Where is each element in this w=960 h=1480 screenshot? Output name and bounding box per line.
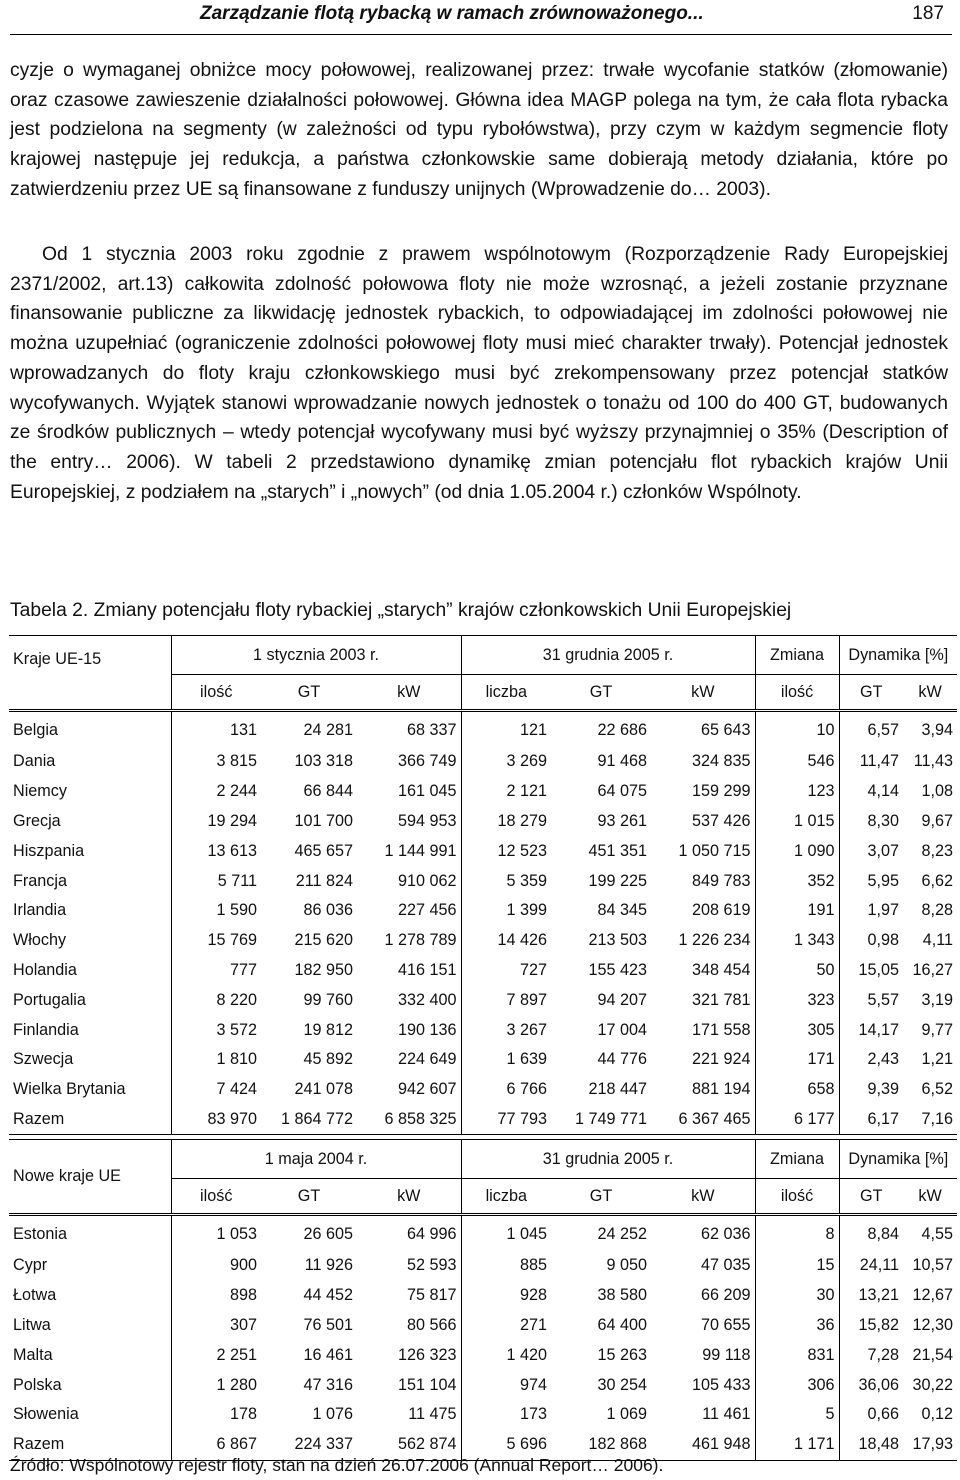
value-cell: 6 367 465 — [651, 1105, 755, 1135]
value-cell: 6 177 — [755, 1105, 839, 1135]
country-cell: Niemcy — [9, 777, 171, 807]
value-cell: 84 345 — [597, 901, 648, 920]
country-cell: Portugalia — [9, 985, 171, 1015]
value-cell: 62 036 — [651, 1215, 755, 1252]
value-cell: 218 447 — [588, 1080, 648, 1099]
value-cell: 1 639 — [461, 1045, 551, 1075]
country-cell: Litwa — [9, 1311, 171, 1341]
value-cell: 416 151 — [398, 960, 457, 979]
value-cell: 2 121 — [461, 777, 551, 807]
value-cell: 86 036 — [303, 901, 353, 920]
value-cell: 221 924 — [692, 1050, 751, 1069]
value-cell: 658 — [755, 1075, 839, 1105]
value-cell: 324 835 — [692, 752, 751, 771]
paragraph-1: cyzje o wymaganej obniżce mocy połowowej, realizowanej przez: trwałe wycofanie statków (złomowanie) oraz czasowe zawieszenie działalności połowowej. Główna idea MAGP polega na tym, że cała flota rybacka jest podzielona na segmenty (w zależności od typu rybołówstwa), przy czym w każdym segmencie floty krajowej następuje jej redukcja, a państwa członkowskie same dobierają metody działania, które po zatwierdzeniu przez UE są finansowane z funduszy unijnych (Wprowadzenie do… 2003). — [10, 60, 948, 200]
value-cell: 10 — [755, 711, 839, 748]
value-cell: 17 004 — [597, 1020, 648, 1039]
value-cell: 11 475 — [408, 1405, 457, 1424]
value-cell: 17,93 — [903, 1430, 957, 1460]
value-cell: 123 — [755, 777, 839, 807]
value-cell: 546 — [755, 747, 839, 777]
country-cell: Razem — [9, 1430, 171, 1460]
value-cell: 1 090 — [755, 836, 839, 866]
value-cell: 47 316 — [303, 1375, 353, 1394]
value-cell: 155 423 — [588, 960, 648, 979]
value-cell: 928 — [461, 1281, 551, 1311]
value-cell: 64 996 — [357, 1215, 461, 1252]
value-cell: 3,07 — [839, 836, 903, 866]
value-cell: 323 — [755, 985, 839, 1015]
value-cell: 11 461 — [702, 1405, 751, 1424]
table-row — [9, 1075, 957, 1105]
value-cell: 161 045 — [398, 782, 457, 801]
value-cell: 68 337 — [357, 711, 461, 748]
value-cell: 9 050 — [606, 1256, 648, 1275]
value-cell: 8,84 — [839, 1215, 903, 1252]
country-cell: Holandia — [9, 956, 171, 986]
value-cell: 10,57 — [912, 1256, 954, 1275]
table-row — [9, 777, 957, 807]
value-cell: 11,47 — [839, 747, 903, 777]
country-cell: Łotwa — [9, 1281, 171, 1311]
country-cell: Malta — [9, 1340, 171, 1370]
sub-header: liczba — [461, 1179, 551, 1215]
value-cell: 1 053 — [171, 1215, 261, 1252]
value-cell: 50 — [755, 956, 839, 986]
table-row — [9, 836, 957, 866]
value-cell: 305 — [755, 1015, 839, 1045]
value-cell: 885 — [461, 1251, 551, 1281]
value-cell: 64 400 — [597, 1315, 648, 1334]
value-cell: 44 776 — [597, 1050, 648, 1069]
value-cell: 66 844 — [303, 782, 353, 801]
value-cell: 7,28 — [839, 1340, 903, 1370]
sub-header: GT — [551, 675, 651, 711]
value-cell: 36,06 — [839, 1370, 903, 1400]
value-cell: 26 605 — [261, 1215, 357, 1252]
table-new-members — [9, 1139, 957, 1461]
value-cell: 6,62 — [921, 871, 954, 890]
value-cell: 30,22 — [912, 1375, 954, 1394]
value-cell: 182 868 — [551, 1430, 651, 1460]
value-cell: 13 613 — [207, 841, 257, 860]
value-cell: 8 220 — [216, 990, 257, 1009]
value-cell: 171 — [755, 1045, 839, 1075]
value-cell: 15 263 — [597, 1345, 648, 1364]
value-cell: 1 144 991 — [384, 841, 457, 860]
value-cell: 6 766 — [461, 1075, 551, 1105]
value-cell: 99 118 — [702, 1345, 751, 1364]
value-cell: 5 359 — [461, 866, 551, 896]
country-cell: Belgia — [9, 711, 171, 748]
value-cell: 70 655 — [701, 1315, 751, 1334]
value-cell: 1 810 — [216, 1050, 257, 1069]
value-cell: 213 503 — [588, 931, 648, 950]
value-cell: 15 — [755, 1251, 839, 1281]
value-cell: 182 950 — [294, 960, 353, 979]
value-cell: 307 — [229, 1315, 257, 1334]
value-cell: 5 711 — [217, 871, 257, 890]
value-cell: 12 523 — [461, 836, 551, 866]
value-cell: 8,28 — [921, 901, 954, 920]
running-header — [10, 0, 952, 35]
sub-header: kW — [651, 675, 755, 711]
value-cell: 8 — [755, 1215, 839, 1252]
sub-header: GT — [261, 1179, 357, 1215]
table-row — [9, 1251, 957, 1281]
value-cell: 1 069 — [606, 1405, 648, 1424]
value-cell: 5 — [755, 1400, 839, 1430]
group-header: 31 grudnia 2005 r. — [461, 1140, 755, 1179]
value-cell: 16,27 — [912, 960, 954, 979]
running-title: Zarządzanie flotą rybacką w ramach zrównoważonego... — [200, 3, 704, 24]
value-cell: 881 194 — [692, 1080, 751, 1099]
table-row — [9, 926, 957, 956]
value-cell: 75 817 — [407, 1286, 457, 1305]
value-cell: 1,21 — [921, 1050, 954, 1069]
value-cell: 15,05 — [839, 956, 903, 986]
value-cell: 3 267 — [461, 1015, 551, 1045]
value-cell: 14,17 — [839, 1015, 903, 1045]
value-cell: 898 — [229, 1286, 257, 1305]
value-cell: 103 318 — [294, 752, 353, 771]
value-cell: 199 225 — [588, 871, 648, 890]
value-cell: 22 686 — [551, 711, 651, 748]
value-cell: 974 — [461, 1370, 551, 1400]
value-cell: 24 281 — [261, 711, 357, 748]
value-cell: 1 420 — [461, 1340, 551, 1370]
country-cell: Finlandia — [9, 1015, 171, 1045]
value-cell: 6,52 — [921, 1080, 954, 1099]
country-cell: Szwecja — [9, 1045, 171, 1075]
value-cell: 173 — [461, 1400, 551, 1430]
value-cell: 159 299 — [692, 782, 751, 801]
value-cell: 562 874 — [357, 1430, 461, 1460]
value-cell: 849 783 — [692, 871, 751, 890]
value-cell: 6,17 — [839, 1105, 903, 1135]
value-cell: 5,57 — [839, 985, 903, 1015]
value-cell: 121 — [461, 711, 551, 748]
country-cell: Polska — [9, 1370, 171, 1400]
value-cell: 151 104 — [398, 1375, 457, 1394]
sub-header: GT — [261, 675, 357, 711]
value-cell: 66 209 — [701, 1286, 751, 1305]
value-cell: 4,14 — [839, 777, 903, 807]
value-cell: 3 815 — [216, 752, 257, 771]
value-cell: 15,82 — [839, 1311, 903, 1341]
group-header: 1 maja 2004 r. — [171, 1140, 461, 1179]
sub-header: liczba — [461, 675, 551, 711]
sub-header: kW — [903, 675, 957, 711]
value-cell: 45 892 — [303, 1050, 353, 1069]
value-cell: 19 812 — [303, 1020, 353, 1039]
value-cell: 91 468 — [597, 752, 648, 771]
sub-header: ilość — [755, 675, 839, 711]
value-cell: 306 — [755, 1370, 839, 1400]
value-cell: 3 572 — [216, 1020, 257, 1039]
value-cell: 11 926 — [304, 1256, 353, 1275]
value-cell: 76 501 — [303, 1315, 353, 1334]
value-cell: 537 426 — [692, 811, 751, 830]
value-cell: 1 399 — [461, 896, 551, 926]
value-cell: 6 867 — [171, 1430, 261, 1460]
table-row — [9, 1311, 957, 1341]
value-cell: 332 400 — [398, 990, 457, 1009]
value-cell: 208 619 — [692, 901, 751, 920]
value-cell: 24 252 — [551, 1215, 651, 1252]
value-cell: 38 580 — [597, 1286, 648, 1305]
value-cell: 777 — [229, 960, 257, 979]
value-cell: 224 649 — [398, 1050, 457, 1069]
country-cell: Słowenia — [9, 1400, 171, 1430]
value-cell: 190 136 — [398, 1020, 457, 1039]
value-cell: 18 279 — [461, 807, 551, 837]
value-cell: 1 076 — [312, 1405, 353, 1424]
value-cell: 7,16 — [903, 1105, 957, 1135]
country-cell: Dania — [9, 747, 171, 777]
value-cell: 366 749 — [398, 752, 457, 771]
group-header: Dynamika [%] — [839, 1140, 957, 1179]
sub-header: GT — [839, 1179, 903, 1215]
value-cell: 451 351 — [588, 841, 648, 860]
sub-header: ilość — [171, 675, 261, 711]
value-cell: 1 864 772 — [261, 1105, 357, 1135]
value-cell: 11,43 — [913, 752, 954, 771]
value-cell: 8,30 — [839, 807, 903, 837]
value-cell: 1 171 — [755, 1430, 839, 1460]
country-cell: Cypr — [9, 1251, 171, 1281]
sub-header: GT — [839, 675, 903, 711]
value-cell: 352 — [755, 866, 839, 896]
value-cell: 64 075 — [597, 782, 648, 801]
value-cell: 19 294 — [207, 811, 257, 830]
value-cell: 1 015 — [755, 807, 839, 837]
table-row — [9, 1400, 957, 1430]
value-cell: 831 — [755, 1340, 839, 1370]
corner-header: Kraje UE-15 — [9, 636, 171, 711]
table-row — [9, 1340, 957, 1370]
table-row — [9, 1281, 957, 1311]
value-cell: 942 607 — [398, 1080, 457, 1099]
value-cell: 1 749 771 — [551, 1105, 651, 1135]
table-row — [9, 711, 957, 748]
value-cell: 2,43 — [839, 1045, 903, 1075]
value-cell: 1 343 — [755, 926, 839, 956]
value-cell: 131 — [171, 711, 261, 748]
table-row — [9, 1370, 957, 1400]
sub-header: GT — [551, 1179, 651, 1215]
sub-header: ilość — [755, 1179, 839, 1215]
value-cell: 24,11 — [839, 1251, 903, 1281]
value-cell: 80 566 — [407, 1315, 457, 1334]
value-cell: 93 261 — [597, 811, 648, 830]
value-cell: 6 858 325 — [357, 1105, 461, 1135]
value-cell: 5,95 — [839, 866, 903, 896]
table-caption: Tabela 2. Zmiany potencjału floty rybackiej „starych” krajów członkowskich Unii Europejskiej — [10, 600, 792, 621]
table-row — [9, 1045, 957, 1075]
value-cell: 16 461 — [303, 1345, 353, 1364]
value-cell: 171 558 — [692, 1020, 751, 1039]
value-cell: 18,48 — [839, 1430, 903, 1460]
country-cell: Francja — [9, 866, 171, 896]
value-cell: 77 793 — [461, 1105, 551, 1135]
value-cell: 348 454 — [692, 960, 751, 979]
value-cell: 215 620 — [294, 931, 353, 950]
value-cell: 1 226 234 — [678, 931, 751, 950]
table-row — [9, 985, 957, 1015]
sub-header: ilość — [171, 1179, 261, 1215]
value-cell: 9,39 — [839, 1075, 903, 1105]
group-header: Zmiana — [755, 1140, 839, 1179]
value-cell: 8,23 — [921, 841, 954, 860]
source-note: Źródło: Wspólnotowy rejestr floty, stan na dzień 26.07.2006 (Annual Report… 2006). — [10, 1455, 664, 1475]
value-cell: 3 269 — [461, 747, 551, 777]
value-cell: 47 035 — [701, 1256, 751, 1275]
value-cell: 99 760 — [303, 990, 353, 1009]
table-row — [9, 956, 957, 986]
value-cell: 7 424 — [216, 1080, 257, 1099]
table-row — [9, 896, 957, 926]
country-cell: Włochy — [9, 926, 171, 956]
value-cell: 126 323 — [398, 1345, 457, 1364]
value-cell: 7 897 — [461, 985, 551, 1015]
value-cell: 0,66 — [839, 1400, 903, 1430]
value-cell: 1,97 — [839, 896, 903, 926]
corner-header: Nowe kraje UE — [9, 1140, 171, 1215]
value-cell: 9,77 — [921, 1020, 954, 1039]
value-cell: 12,67 — [912, 1286, 954, 1305]
value-cell: 14 426 — [461, 926, 551, 956]
country-cell: Wielka Brytania — [9, 1075, 171, 1105]
value-cell: 321 781 — [692, 990, 751, 1009]
value-cell: 101 700 — [294, 811, 353, 830]
group-header: 31 grudnia 2005 r. — [461, 636, 755, 675]
page-number: 187 — [912, 3, 944, 24]
value-cell: 910 062 — [398, 871, 457, 890]
value-cell: 4,11 — [922, 931, 954, 950]
value-cell: 6,57 — [839, 711, 903, 748]
value-cell: 1 050 715 — [678, 841, 751, 860]
sub-header: kW — [903, 1179, 957, 1215]
value-cell: 191 — [755, 896, 839, 926]
value-cell: 94 207 — [597, 990, 648, 1009]
value-cell: 2 244 — [216, 782, 257, 801]
paragraph-2: Od 1 stycznia 2003 roku zgodnie z prawem wspólnotowym (Rozporządzenie Rady Europejskiej 2371/2002, art.13) całkowita zdolność połowowa floty nie może wzrosnąć, a jeżeli zostanie przyznane finansowanie publiczne za likwidację jednostek rybackich, to odpowiadającej im zdolności połowowej nie można uzupełniać (ograniczenie zdolności połowowej floty musi mieć charakter trwały). Potencjał jednostek wprowadzanych do floty kraju członkowskiego musi być zrekompensowany przez potencjał statków wycofywanych. Wyjątek stanowi wprowadzanie nowych jednostek o tonażu od 100 do 400 GT, budowanych ze środków publicznych – wtedy potencjał wycofywany musi być wyższy przynajmniej o 35% (Description of the entry… 2006). W tabeli 2 przedstawiono dynamikę zmian potencjału flot rybackich krajów Unii Europejskiej, z podziałem na „starych” i „nowych” (od dnia 1.05.2004 r.) członków Wspólnoty. — [10, 244, 948, 503]
value-cell: 1 278 789 — [384, 931, 457, 950]
value-cell: 465 657 — [294, 841, 353, 860]
value-cell: 241 078 — [294, 1080, 353, 1099]
value-cell: 727 — [461, 956, 551, 986]
value-cell: 271 — [461, 1311, 551, 1341]
value-cell: 594 953 — [398, 811, 457, 830]
table-row — [9, 866, 957, 896]
value-cell: 224 337 — [261, 1430, 357, 1460]
sub-header: kW — [651, 1179, 755, 1215]
value-cell: 44 452 — [303, 1286, 353, 1305]
value-cell: 15 769 — [207, 931, 257, 950]
value-cell: 900 — [229, 1256, 257, 1275]
table-row — [9, 807, 957, 837]
value-cell: 3,19 — [921, 990, 954, 1009]
value-cell: 12,30 — [912, 1315, 954, 1334]
sub-header: kW — [357, 675, 461, 711]
country-cell: Razem — [9, 1105, 171, 1135]
sub-header: kW — [357, 1179, 461, 1215]
value-cell: 3,94 — [903, 711, 957, 748]
value-cell: 1 045 — [461, 1215, 551, 1252]
value-cell: 1 280 — [216, 1375, 257, 1394]
value-cell: 36 — [755, 1311, 839, 1341]
country-cell: Grecja — [9, 807, 171, 837]
value-cell: 461 948 — [651, 1430, 755, 1460]
value-cell: 1,08 — [921, 782, 954, 801]
value-cell: 178 — [229, 1405, 257, 1424]
value-cell: 52 593 — [407, 1256, 457, 1275]
table-old-members — [9, 635, 957, 1135]
table-row — [9, 1105, 957, 1135]
value-cell: 30 — [755, 1281, 839, 1311]
value-cell: 227 456 — [398, 901, 457, 920]
value-cell: 65 643 — [651, 711, 755, 748]
country-cell: Estonia — [9, 1215, 171, 1252]
value-cell: 5 696 — [461, 1430, 551, 1460]
value-cell: 30 254 — [597, 1375, 648, 1394]
country-cell: Irlandia — [9, 896, 171, 926]
value-cell: 0,98 — [839, 926, 903, 956]
value-cell: 21,54 — [912, 1345, 954, 1364]
value-cell: 4,55 — [903, 1215, 957, 1252]
group-header: Dynamika [%] — [839, 636, 957, 675]
value-cell: 13,21 — [839, 1281, 903, 1311]
value-cell: 83 970 — [171, 1105, 261, 1135]
value-cell: 0,12 — [921, 1405, 954, 1424]
value-cell: 9,67 — [921, 811, 954, 830]
table-row — [9, 747, 957, 777]
group-header: Zmiana — [755, 636, 839, 675]
value-cell: 211 824 — [295, 871, 353, 890]
value-cell: 1 590 — [216, 901, 257, 920]
value-cell: 2 251 — [216, 1345, 257, 1364]
country-cell: Hiszpania — [9, 836, 171, 866]
table-row — [9, 1215, 957, 1252]
group-header: 1 stycznia 2003 r. — [171, 636, 461, 675]
value-cell: 105 433 — [692, 1375, 751, 1394]
table-row — [9, 1015, 957, 1045]
